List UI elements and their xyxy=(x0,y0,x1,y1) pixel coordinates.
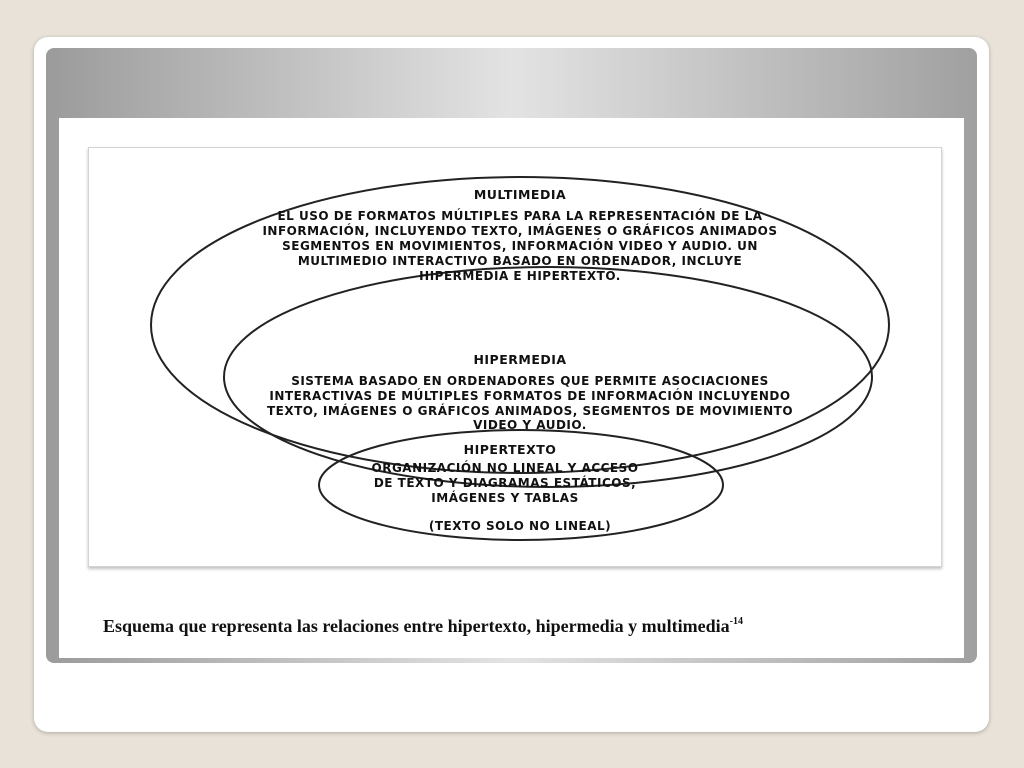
hipertexto-line-1: ORGANIZACIÓN NO LINEAL Y ACCESO xyxy=(371,461,639,475)
caption-text: Esquema que representa las relaciones entre hipertexto, hipermedia y multimedia xyxy=(103,616,730,636)
figure-caption xyxy=(103,616,743,637)
multimedia-line-3: SEGMENTOS EN MOVIMIENTOS, INFORMACIÓN VIDEO Y AUDIO. UN xyxy=(282,239,758,253)
multimedia-line-1: EL USO DE FORMATOS MÚLTIPLES PARA LA REPRESENTACIÓN DE LA xyxy=(277,209,763,223)
multimedia-line-5: HIPERMEDIA E HIPERTEXTO. xyxy=(419,269,621,283)
hipermedia-line-4: VIDEO Y AUDIO. xyxy=(473,418,587,432)
hipertexto-line-3: IMÁGENES Y TABLAS xyxy=(431,491,579,505)
hipertexto-note: (TEXTO SOLO NO LINEAL) xyxy=(428,519,612,533)
multimedia-title: MULTIMEDIA xyxy=(473,187,567,202)
hipermedia-title: HIPERMEDIA xyxy=(473,352,567,367)
hipermedia-line-1: SISTEMA BASADO EN ORDENADORES QUE PERMITE ASOCIACIONES xyxy=(291,374,769,388)
hipermedia-line-2: INTERACTIVAS DE MÚLTIPLES FORMATOS DE INFORMACIÓN INCLUYENDO xyxy=(269,389,791,403)
hipertexto-title: HIPERTEXTO xyxy=(463,442,557,457)
hipermedia-line-3: TEXTO, IMÁGENES O GRÁFICOS ANIMADOS, SEGMENTOS DE MOVIMIENTO xyxy=(266,404,794,418)
caption-footnote-ref: -14 xyxy=(729,616,743,627)
multimedia-line-4: MULTIMEDIO INTERACTIVO BASADO EN ORDENADOR, INCLUYE xyxy=(297,254,743,268)
hipertexto-line-2: DE TEXTO Y DIAGRAMAS ESTÁTICOS, xyxy=(373,476,637,490)
multimedia-line-2: INFORMACIÓN, INCLUYENDO TEXTO, IMÁGENES O GRÁFICOS ANIMADOS xyxy=(262,224,778,238)
